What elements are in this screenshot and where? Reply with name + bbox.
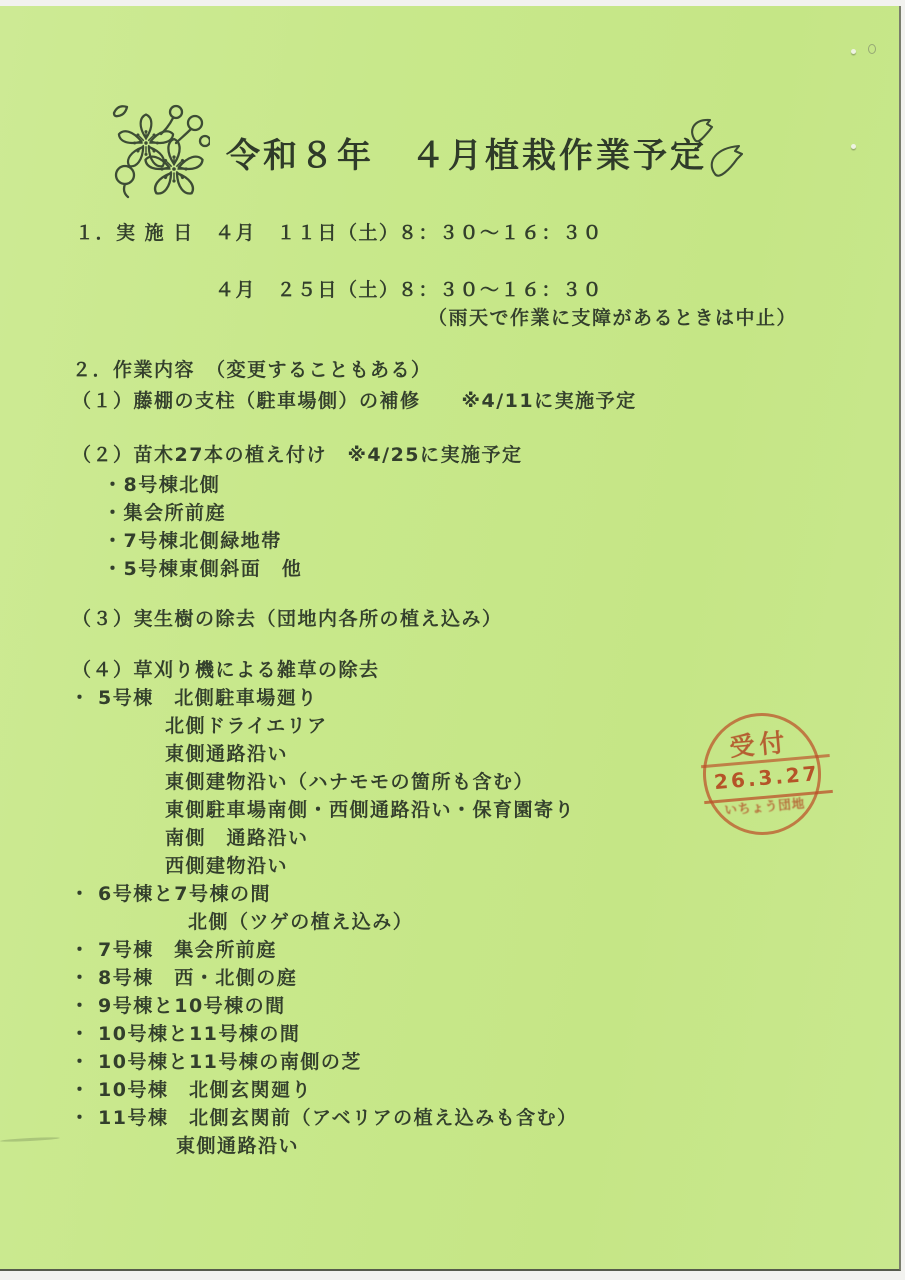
bullet-dot: ・ xyxy=(70,1107,91,1129)
sakura-petals-icon xyxy=(684,110,762,186)
mowing-location-row xyxy=(70,879,271,906)
mowing-location: 西側建物沿い xyxy=(165,855,289,877)
mowing-location-row xyxy=(70,683,318,710)
work-date-1: ４月 １１日（土） xyxy=(215,222,400,244)
bullet-dot: ・ xyxy=(70,939,91,961)
paper-crease xyxy=(0,1136,60,1142)
mowing-location: 8号棟 西・北側の庭 xyxy=(98,967,298,989)
planting-location: ・7号棟北側緑地帯 xyxy=(103,530,282,552)
bullet-dot: ・ xyxy=(70,1079,91,1101)
page-title: 令和８年 ４月植栽作業予定 xyxy=(226,136,707,176)
mowing-location: 南側 通路沿い xyxy=(165,827,309,849)
bullet-dot: ・ xyxy=(70,1051,91,1073)
bullet-dot: ・ xyxy=(70,1023,91,1045)
mowing-location-row xyxy=(70,991,286,1018)
mowing-location: 7号棟 集会所前庭 xyxy=(98,939,277,961)
mowing-location: 東側駐車場南側・西側通路沿い・保育園寄り xyxy=(165,799,576,821)
section2-heading: ２．作業内容 （変更することもある） xyxy=(72,359,432,381)
mowing-location-row xyxy=(70,963,297,990)
bullet-dot: ・ xyxy=(70,967,91,989)
work-item-3: （３）実生樹の除去（団地内各所の植え込み） xyxy=(72,608,503,630)
rain-cancellation-note: （雨天で作業に支障があるときは中止） xyxy=(428,307,798,329)
work-item-4: （４）草刈り機による雑草の除去 xyxy=(72,659,380,681)
stamp-date: 26.3.27 xyxy=(713,761,821,795)
mowing-location: 11号棟 北側玄関前（アベリアの植え込みも含む） xyxy=(98,1107,578,1129)
mowing-location: 6号棟と7号棟の間 xyxy=(98,883,271,905)
planting-location: ・5号棟東側斜面 他 xyxy=(103,558,303,580)
mowing-location: 北側（ツゲの植え込み） xyxy=(188,911,414,933)
mowing-location: 10号棟 北側玄関廻り xyxy=(98,1079,312,1101)
scan-speck xyxy=(851,144,856,149)
mowing-location: 9号棟と10号棟の間 xyxy=(98,995,286,1017)
scan-speck xyxy=(851,49,856,54)
mowing-location-row xyxy=(70,1103,578,1130)
section1-label: １．実 施 日 xyxy=(75,222,194,244)
bullet-dot: ・ xyxy=(70,687,91,709)
plum-blossom-clipart-icon xyxy=(110,101,210,201)
bullet-dot: ・ xyxy=(70,883,91,905)
mowing-location-row xyxy=(70,935,277,962)
mowing-location: 5号棟 北側駐車場廻り xyxy=(98,687,318,709)
reception-stamp xyxy=(697,707,827,841)
mowing-location: 東側建物沿い（ハナモモの箇所も含む） xyxy=(165,771,535,793)
bullet-dot: ・ xyxy=(70,995,91,1017)
mowing-location: 北側ドライエリア xyxy=(165,715,328,737)
mowing-location-row xyxy=(70,1047,362,1074)
stamp-title-text: 受付 xyxy=(728,727,791,762)
work-item-2: （２）苗木27本の植え付け ※4/25に実施予定 xyxy=(72,444,523,466)
work-item-1: （１）藤棚の支柱（駐車場側）の補修 ※4/11に実施予定 xyxy=(72,390,637,412)
work-date-2: ４月 ２５日（土） xyxy=(215,279,400,301)
planting-location: ・8号棟北側 xyxy=(103,474,221,496)
stamp-organization-text: いちょう団地 xyxy=(723,795,806,818)
scan-speck xyxy=(868,44,876,54)
planting-location: ・集会所前庭 xyxy=(103,502,227,524)
mowing-location: 東側通路沿い xyxy=(165,743,289,765)
work-time-2: ８：３０～１６：３０ xyxy=(398,279,604,301)
mowing-location: 10号棟と11号棟の南側の芝 xyxy=(98,1051,362,1073)
scanned-paper xyxy=(0,6,901,1271)
mowing-location: 10号棟と11号棟の間 xyxy=(98,1023,301,1045)
mowing-location-row xyxy=(70,1075,312,1102)
mowing-location-row xyxy=(70,1019,300,1046)
work-time-1: ８：３０～１６：３０ xyxy=(398,222,604,244)
mowing-location: 東側通路沿い xyxy=(176,1135,300,1157)
